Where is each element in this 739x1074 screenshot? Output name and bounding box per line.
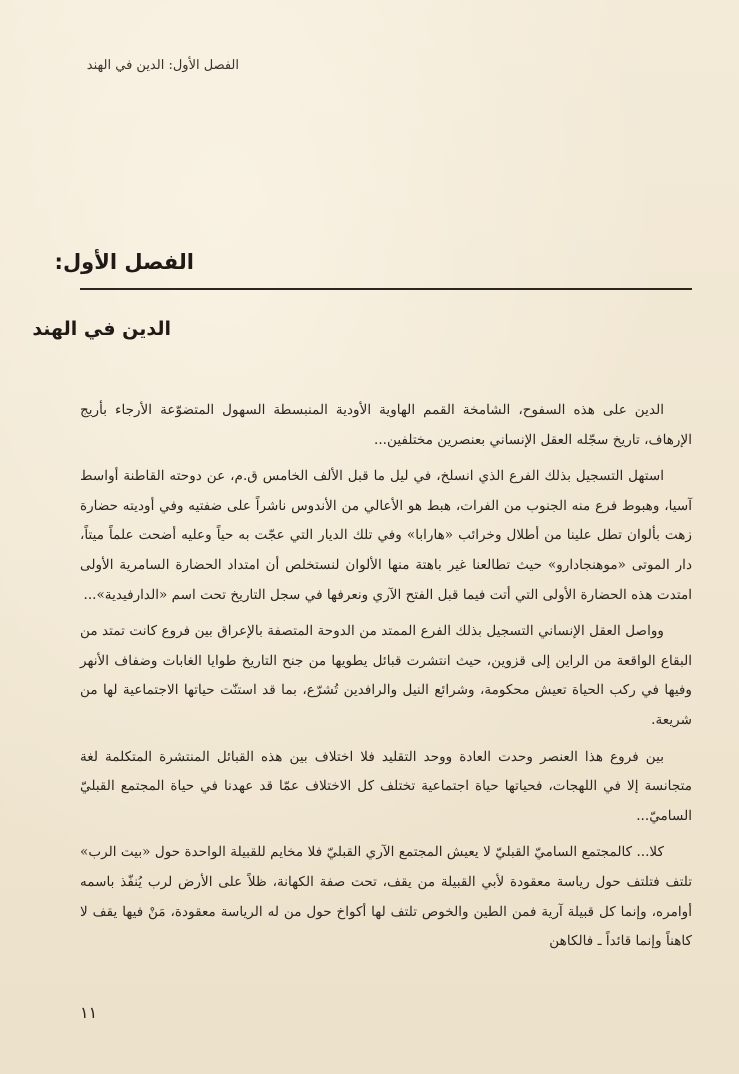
running-header: الفصل الأول: الدين في الهند bbox=[86, 58, 239, 73]
paragraph: وواصل العقل الإنساني التسجيل بذلك الفرع الممتد من الدوحة المتصفة بالإعراق بين فروع كانت تمتد من البقاع الواقعة من الراين إلى قزوين، حيث انتشرت قبائل يطويها من جنح التاريخ طوايا الغابات وضفاف الأنهر وفيها في ركب الحياة تعيش محكومة، وشرائع النيل والرافدين تُشرّع، بما قد استنّت حياتها الاجتماعية لها من شريعة. bbox=[80, 623, 692, 728]
chapter-title-rule bbox=[80, 288, 692, 290]
page-number: ١١ bbox=[80, 1003, 98, 1022]
section-title: الدين في الهند bbox=[32, 318, 171, 340]
body-text bbox=[80, 396, 692, 964]
chapter-title: الفصل الأول: bbox=[54, 250, 194, 274]
paragraph: كلا... كالمجتمع الساميّ القبليّ لا يعيش المجتمع الآري القبليّ فلا مخايم للقبيلة الواحدة حول «بيت الرب» تلتف فتلتف حول رياسة معقودة لأبي القبيلة من يقف، تحت صفة الكهانة، ظلاً على الأرض لرب يُنفّذ باسمه أوامره، وإنما كل قبيلة آرية فمن الطين والخوص تلتف لها أكواخ حول من له الرياسة معقودة، مَنْ فيها يقف لا كاهناً وإنما قائداً ـ فالكاهن bbox=[80, 844, 692, 950]
paragraph: استهل التسجيل بذلك الفرع الذي انسلخ، في ليل ما قبل الألف الخامس ق.م، عن دوحته القاطنة أواسط آسيا، وهبوط فرع منه الجنوب من الفرات، هبط هو الأعالي من الأندوس ناشراً على ضفتيه وفي أوديته حضارة زهت بألوان تطل علينا من أطلال وخرائب «هارابا» وفي تلك الديار التي عجّت به حياً وعليه أضحت علماً ميتاً، دار الموتى «موهنجادارو» حيث تطالعنا غير باهتة منها الألوان لنستخلص أن امتداد الحضارة السامرية الأولى امتدت هذه الحضارة الأولى التي أتت فيما قبل الفتح الآري ونعرفها في سجل التاريخ تحت اسم «الدارفيدية»... bbox=[80, 468, 692, 603]
paragraph: بين فروع هذا العنصر وحدت العادة ووحد التقليد فلا اختلاف بين هذه القبائل المنتشرة المتكلمة لغة متجانسة إلا في اللهجات، فحياتها حياة اجتماعية تختلف كل الاختلاف عمّا قد عهدنا في حياة المجتمع القبليّ الساميّ... bbox=[80, 748, 692, 824]
paragraph: الدين على هذه السفوح، الشامخة القمم الهاوية الأودية المنبسطة السهول المتضوّعة الأرجاء بأريج الإرهاف، تاريخ سجّله العقل الإنساني بعنصرين مختلفين... bbox=[80, 402, 692, 448]
